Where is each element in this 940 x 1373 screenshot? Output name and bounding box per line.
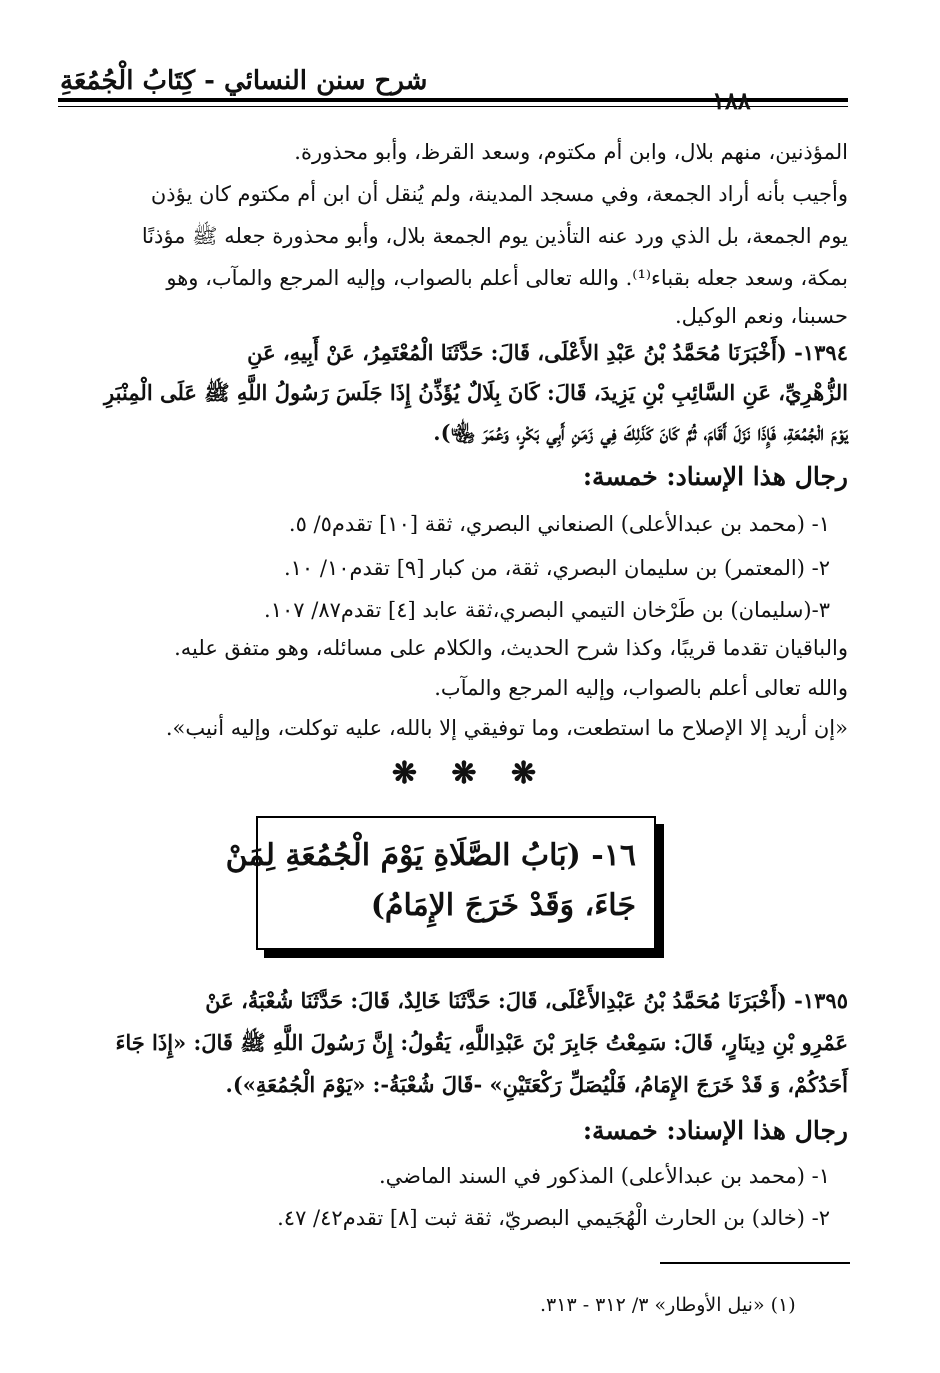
hadith-line: الزُّهْرِيِّ، عَنِ السَّائِبِ بْنِ يَزِيدَ، قَالَ: كَانَ بِلَالٌ يُؤَذِّنُ إِذَا جَلَسَ رَسُولُ اللَّهِ ﷺ عَلَى الْمِنْبَرِ [104, 380, 848, 405]
text-line: والله تعالى أعلم بالصواب، وإليه المرجع والمآب. [434, 676, 848, 700]
narrator-line: ١- (محمد بن عبدالأعلى) المذكور في السند الماضي. [378, 1164, 830, 1188]
text-line: حسبنا، ونعم الوكيل. [674, 304, 848, 328]
chapter-title-line: ١٦- (بَابُ الصَّلَاةِ يَوْمَ الْجُمُعَةِ لِمَنْ [225, 838, 636, 873]
narrator-line: ٢- (المعتمر) بن سليمان البصري، ثقة، من كبار [٩] تقدم١٠/ ١٠. [283, 556, 830, 580]
narrator-line: ٢- (خالد) بن الحارث الْهُجَيمي البصريّ، ثقة ثبت [٨] تقدم٤٢/ ٤٧. [277, 1206, 830, 1230]
hadith-line: ١٣٩٥- (أَخْبَرَنَا مُحَمَّدُ بْنُ عَبْدِالأَعْلَى، قَالَ: حَدَّثَنَا خَالِدٌ، قَالَ: حَدَّثَنَا شُعْبَةُ، عَنْ [205, 988, 848, 1013]
footnote-rule [660, 1262, 850, 1264]
section-heading: رجال هذا الإسناد: خمسة: [582, 1116, 848, 1145]
text-line: وأجيب بأنه أراد الجمعة، وفي مسجد المدينة، ولم يُنقل أن ابن أم مكتوم كان يؤذن [150, 182, 848, 206]
text-line: المؤذنين، منهم بلال، وابن أم مكتوم، وسعد القرظ، وأبو محذورة. [294, 140, 848, 164]
text-line: يوم الجمعة، بل الذي ورد عنه التأذين يوم الجمعة بلال، وأبو محذورة جعله ﷺ مؤذنًا [141, 224, 848, 248]
running-title: شرح سنن النسائي - كِتَابُ الْجُمُعَةِ [60, 66, 428, 96]
hadith-line: ١٣٩٤- (أَخْبَرَنَا مُحَمَّدُ بْنُ عَبْدِ الأَعْلَى، قَالَ: حَدَّثَنَا الْمُعْتَمِرُ، عَنْ أَبِيهِ، عَنِ [247, 340, 848, 365]
text-line: «إن أريد إلا الإصلاح ما استطعت، وما توفيقي إلا بالله، عليه توكلت، وإليه أنيب». [165, 716, 848, 740]
narrator-line: ٣-(سليمان) بن طَرْخان التيمي البصري،ثقة عابد [٤] تقدم٨٧/ ١٠٧. [264, 598, 830, 622]
chapter-title-line: جَاءَ، وَقَدْ خَرَجَ الإِمَامُ) [370, 888, 636, 923]
page-number: ١٨٨ [712, 86, 751, 115]
chapter-title-box [225, 816, 656, 950]
section-heading: رجال هذا الإسناد: خمسة: [582, 462, 848, 491]
section-separator: ❋ ❋ ❋ [391, 756, 549, 791]
footnote: (١) «نيل الأوطار» ٣/ ٣١٢ - ٣١٣. [540, 1294, 796, 1316]
text-line: والباقيان تقدما قريبًا، وكذا شرح الحديث، والكلام على مسائله، وهو متفق عليه. [174, 636, 848, 660]
hadith-line: يَوْمَ الْجُمُعَةِ، فَإِذَا نَزَلَ أَقَامَ، ثُمَّ كَانَ كَذَلِكَ فِي زَمَنِ أَبِي بَكْرٍ، وَعُمَرَ ﵄). [433, 420, 848, 445]
text-line: بمكة، وسعد جعله بقباء⁽¹⁾. والله تعالى أعلم بالصواب، وإليه المرجع والمآب، وهو [166, 266, 848, 290]
hadith-line: أَحَدُكُمْ، وَ قَدْ خَرَجَ الإِمَامُ، فَلْيُصَلِّ رَكْعَتَيْنِ» -قَالَ شُعْبَةُ-: «يَوْمَ الْجُمُعَةِ»). [225, 1072, 848, 1097]
hadith-line: عَمْرِو بْنِ دِينَارٍ، قَالَ: سَمِعْتُ جَابِرَ بْنَ عَبْدِاللَّهِ، يَقُولُ: إِنَّ رَسُولَ اللَّهِ ﷺ قَالَ: «إِذَا جَاءَ [115, 1030, 848, 1055]
narrator-line: ١- (محمد بن عبدالأعلى) الصنعاني البصري، ثقة [١٠] تقدم٥/ ٥. [288, 512, 830, 536]
